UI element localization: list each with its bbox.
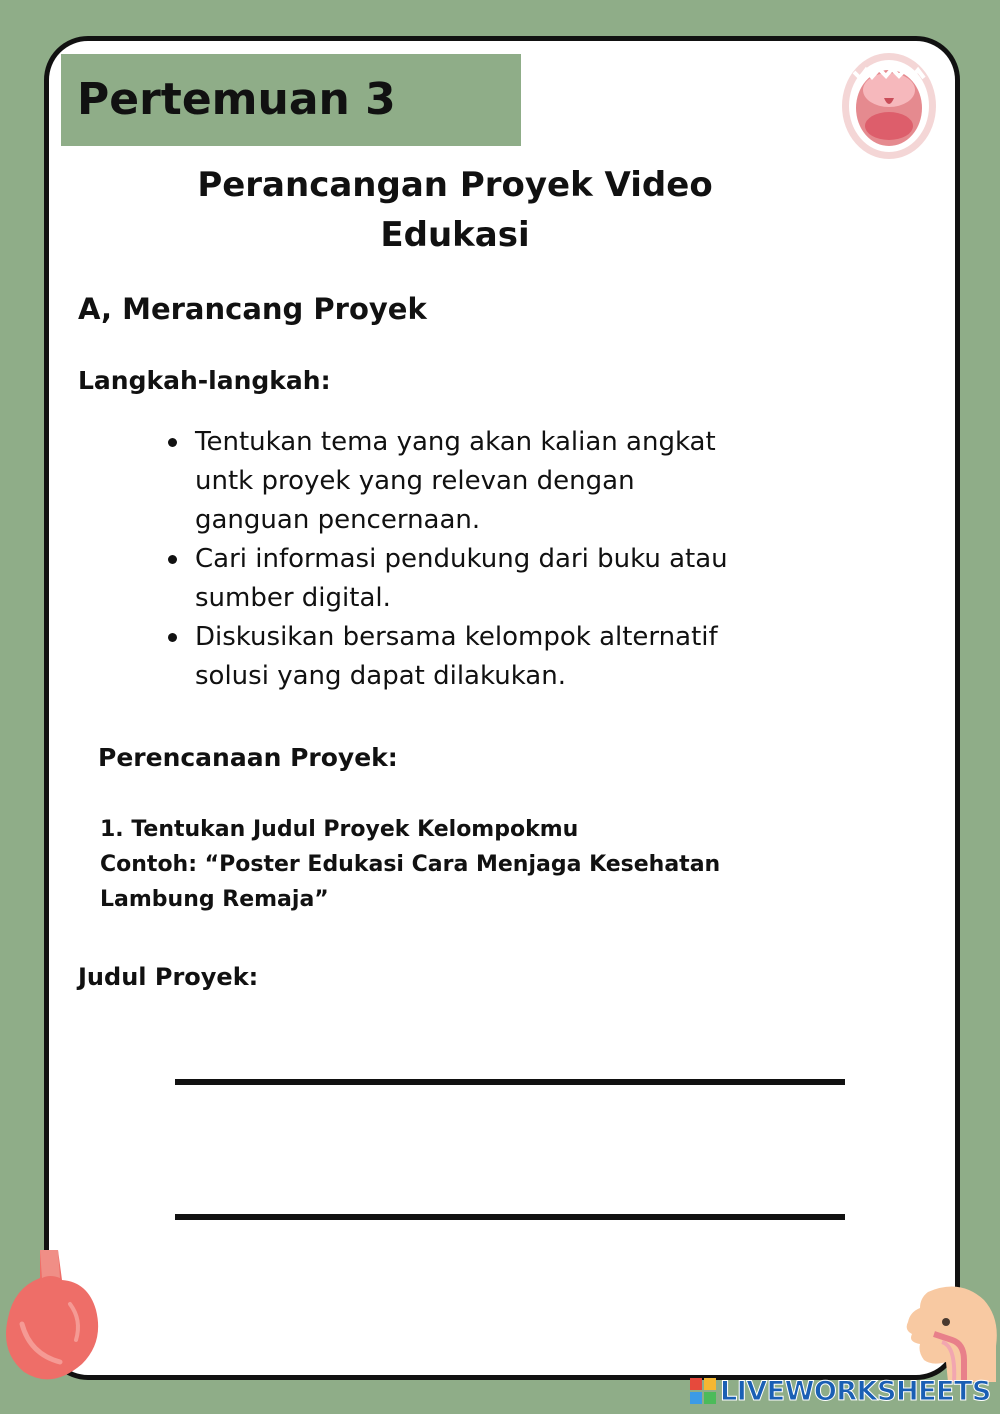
liveworksheets-watermark bbox=[690, 1374, 991, 1408]
answer-line-2[interactable] bbox=[175, 1214, 845, 1220]
page-subtitle bbox=[150, 160, 760, 260]
subtitle-line-1: Perancangan Proyek Video bbox=[197, 165, 713, 205]
list-item bbox=[165, 540, 805, 618]
section-a-heading: A, Merancang Proyek bbox=[78, 292, 427, 326]
list-item bbox=[165, 423, 805, 540]
page-title: Pertemuan 3 bbox=[77, 74, 396, 125]
stomach-icon bbox=[0, 1244, 102, 1384]
watermark-text: LIVEWORKSHEETS bbox=[720, 1375, 991, 1407]
title-banner bbox=[61, 54, 521, 146]
planning-example-line-1: Contoh: “Poster Edukasi Cara Menjaga Kesehatan bbox=[100, 852, 721, 877]
step-2-line-2: sumber digital. bbox=[195, 583, 391, 613]
planning-heading: Perencanaan Proyek: bbox=[98, 743, 398, 772]
step-3-line-2: solusi yang dapat dilakukan. bbox=[195, 661, 566, 691]
step-1-line-1: Tentukan tema yang akan kalian angkat bbox=[195, 427, 716, 457]
answer-line-1[interactable] bbox=[175, 1079, 845, 1085]
planning-item-1: 1. Tentukan Judul Proyek Kelompokmu bbox=[100, 817, 579, 842]
open-mouth-icon bbox=[840, 50, 938, 160]
step-1-line-2: untk proyek yang relevan dengan bbox=[195, 466, 635, 496]
head-profile-icon bbox=[898, 1282, 1000, 1382]
step-1-line-3: ganguan pencernaan. bbox=[195, 505, 481, 535]
planning-instructions bbox=[100, 812, 820, 917]
step-3-line-1: Diskusikan bersama kelompok alternatif bbox=[195, 622, 718, 652]
steps-list bbox=[165, 423, 805, 696]
planning-example-line-2: Lambung Remaja” bbox=[100, 887, 329, 912]
list-item bbox=[165, 618, 805, 696]
steps-label: Langkah-langkah: bbox=[78, 366, 331, 395]
liveworksheets-logo-icon bbox=[690, 1378, 716, 1404]
project-title-label: Judul Proyek: bbox=[78, 963, 259, 991]
subtitle-line-2: Edukasi bbox=[380, 215, 530, 255]
step-2-line-1: Cari informasi pendukung dari buku atau bbox=[195, 544, 728, 574]
